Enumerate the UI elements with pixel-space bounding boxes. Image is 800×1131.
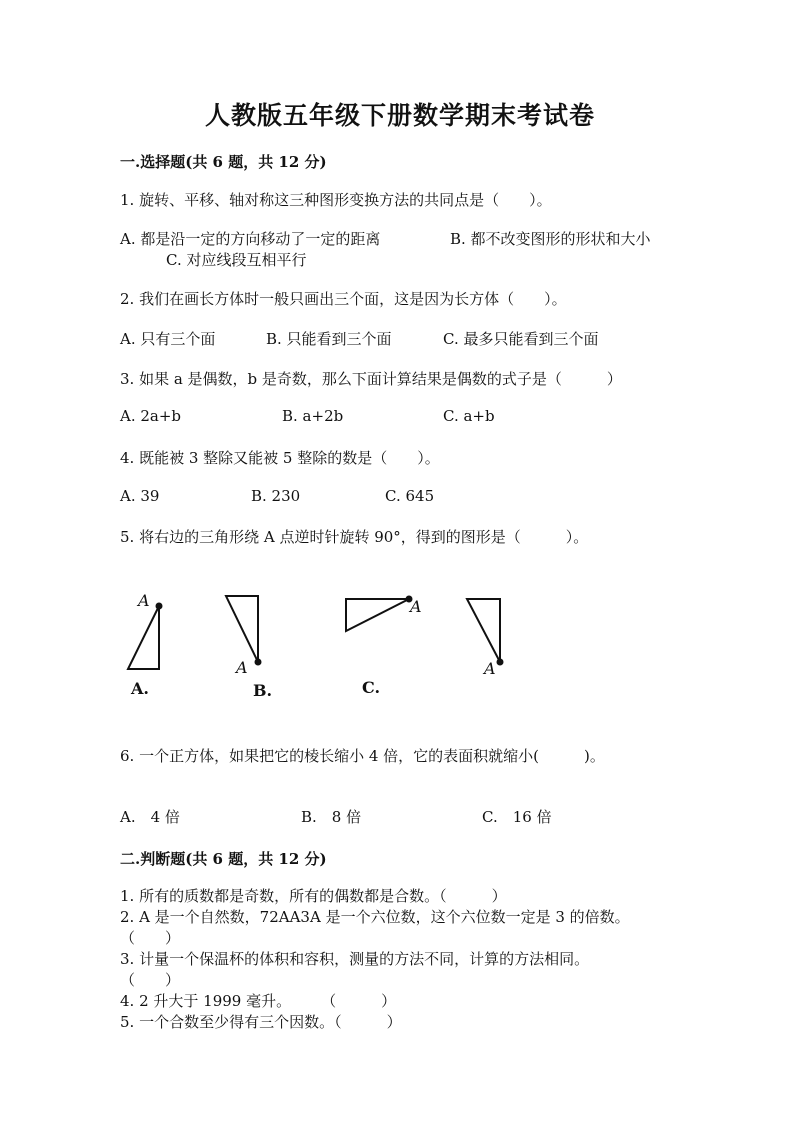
judgement-item-3-blank: （ ） xyxy=(120,971,181,989)
question-6: 6. 一个正方体，如果把它的棱长缩小 4 倍，它的表面积就缩小( )。 xyxy=(120,747,605,765)
option-a-triangle xyxy=(226,596,258,662)
question-3-option-a: A. 2a+b xyxy=(120,407,182,425)
question-6-option-c: C. 16 倍 xyxy=(482,808,552,826)
question-2: 2. 我们在画长方体时一般只画出三个面，这是因为长方体（ ）。 xyxy=(120,290,567,308)
section-heading-choice: 一.选择题(共 6 题，共 12 分) xyxy=(120,153,327,171)
question-4: 4. 既能被 3 整除又能被 5 整除的数是（ ）。 xyxy=(120,449,440,467)
judgement-item-2: 2. A 是一个自然数，72AA3A 是一个六位数，这个六位数一定是 3 的倍数。 xyxy=(120,908,630,926)
judgement-item-1: 1. 所有的质数都是奇数，所有的偶数都是合数。（ ） xyxy=(120,887,507,905)
figure-option-b-label: B. xyxy=(253,681,273,700)
question-3-option-c: C. a+b xyxy=(443,407,495,425)
question-1-option-a: A. 都是沿一定的方向移动了一定的距离 xyxy=(120,230,381,248)
point-label-option-c: A xyxy=(484,659,496,678)
question-4-option-c: C. 645 xyxy=(385,487,435,505)
question-2-option-a: A. 只有三个面 xyxy=(120,330,216,348)
point-label-option-b: A xyxy=(410,597,422,616)
figure-option-c-label: C. xyxy=(362,678,381,697)
question-5: 5. 将右边的三角形绕 A 点逆时针旋转 90°，得到的图形是（ ）。 xyxy=(120,528,589,546)
figure-option-a-label: A. xyxy=(131,679,149,698)
judgement-item-2-blank: （ ） xyxy=(120,929,181,947)
page-title: 人教版五年级下册数学期末考试卷 xyxy=(204,101,595,130)
question-4-option-b: B. 230 xyxy=(251,487,301,505)
point-label-option-a: A xyxy=(236,658,248,677)
option-c-triangle xyxy=(467,599,500,662)
question-2-option-c: C. 最多只能看到三个面 xyxy=(443,330,599,348)
question-1: 1. 旋转、平移、轴对称这三种图形变换方法的共同点是（ ）。 xyxy=(120,191,552,209)
question-2-option-b: B. 只能看到三个面 xyxy=(266,330,392,348)
option-b-triangle xyxy=(346,599,409,631)
question-1-option-b: B. 都不改变图形的形状和大小 xyxy=(450,230,651,248)
point-a-dot-option-a xyxy=(255,659,262,666)
question-4-option-a: A. 39 xyxy=(120,487,160,505)
question-6-option-a: A. 4 倍 xyxy=(120,808,180,826)
question-1-option-c: C. 对应线段互相平行 xyxy=(166,251,307,269)
judgement-item-5: 5. 一个合数至少得有三个因数。（ ） xyxy=(120,1013,402,1031)
question-3: 3. 如果 a 是偶数，b 是奇数，那么下面计算结果是偶数的式子是（ ） xyxy=(120,370,622,388)
judgement-item-3: 3. 计量一个保温杯的体积和容积，测量的方法不同，计算的方法相同。 xyxy=(120,950,590,968)
judgement-item-4: 4. 2 升大于 1999 毫升。 （ ） xyxy=(120,992,397,1010)
original-triangle xyxy=(128,606,159,669)
question-3-option-b: B. a+2b xyxy=(282,407,344,425)
question-6-option-b: B. 8 倍 xyxy=(301,808,362,826)
point-a-dot-original xyxy=(156,603,163,610)
point-a-dot-option-c xyxy=(497,659,504,666)
section-heading-judgement: 二.判断题(共 6 题，共 12 分) xyxy=(120,850,327,868)
point-label-original: A xyxy=(138,591,150,610)
